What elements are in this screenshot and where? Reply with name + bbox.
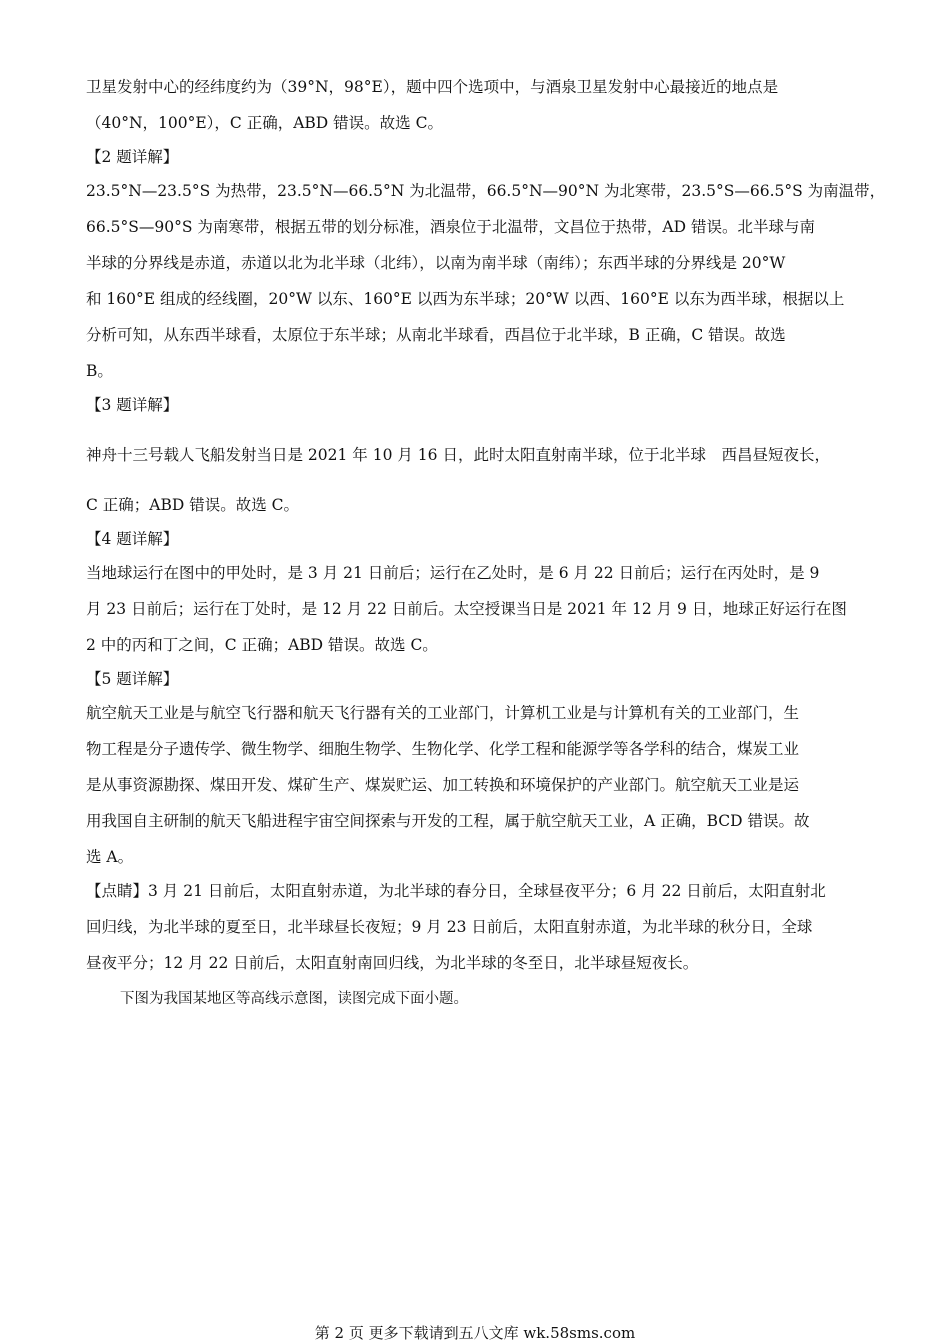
text-line: 选 A。 [86,848,134,866]
key-point-line: 【点睛】3 月 21 日前后，太阳直射赤道，为北半球的春分日，全球昼夜平分；6 月 22 日前后，太阳直射北 [86,882,826,900]
text-line: 用我国自主研制的航天飞船进程宇宙空间探索与开发的工程，属于航空航天工业，A 正确，BCD 错误。故 [86,812,810,830]
text-line: 物工程是分子遗传学、微生物学、细胞生物学、生物化学、化学工程和能源学等各学科的结合，煤炭工业 [86,740,800,758]
text-line: 2 中的丙和丁之间，C 正确；ABD 错误。故选 C。 [86,636,438,654]
text-line: B。 [86,362,113,380]
text-line: 月 23 日前后；运行在丁处时，是 12 月 22 日前后。太空授课当日是 2021 年 12 月 9 日，地球正好运行在图 [86,600,847,618]
text-line: （40°N，100°E），C 正确，ABD 错误。故选 C。 [86,114,443,132]
text-line: 航空航天工业是与航空飞行器和航天飞行器有关的工业部门，计算机工业是与计算机有关的工业部门，生 [86,704,800,722]
text-line: 分析可知，从东西半球看，太原位于东半球；从南北半球看，西昌位于北半球，B 正确，C 错误。故选 [86,326,786,344]
text-line: 是从事资源勘探、煤田开发、煤矿生产、煤炭贮运、加工转换和环境保护的产业部门。航空航天工业是运 [86,776,800,794]
answer-explanation-text [86,76,886,1024]
page-footer: 第 2 页 更多下载请到五八文库 wk.58sms.com [314,1324,636,1342]
question-intro-line: 下图为我国某地区等高线示意图，读图完成下面小题。 [120,991,468,1007]
text-line: 23.5°N—23.5°S 为热带，23.5°N—66.5°N 为北温带，66.5°N—90°N 为北寒带，23.5°S—66.5°S 为南温带， [86,182,886,200]
text-line: 半球的分界线是赤道，赤道以北为北半球（北纬），以南为南半球（南纬）；东西半球的分界线是 20°W [86,254,786,272]
text-line: 当地球运行在图中的甲处时，是 3 月 21 日前后；运行在乙处时，是 6 月 22 日前后；运行在丙处时，是 9 [86,564,820,582]
section-heading-2: 【2 题详解】 [86,148,179,166]
text-line: 和 160°E 组成的经线圈，20°W 以东、160°E 以西为东半球；20°W 以西、160°E 以东为西半球，根据以上 [86,290,845,308]
text-line: 卫星发射中心的经纬度约为（39°N，98°E），题中四个选项中，与酒泉卫星发射中心最接近的地点是 [86,78,779,96]
text-line: 66.5°S—90°S 为南寒带，根据五带的划分标准，酒泉位于北温带，文昌位于热带，AD 错误。北半球与南 [86,218,815,236]
text-line: 神舟十三号载人飞船发射当日是 2021 年 10 月 16 日，此时太阳直射南半球，位于北半球 西昌昼短夜长， [86,446,830,464]
key-point-line: 昼夜平分；12 月 22 日前后，太阳直射南回归线，为北半球的冬至日，北半球昼短夜长。 [86,954,699,972]
section-heading-3: 【3 题详解】 [86,396,179,414]
text-line: C 正确；ABD 错误。故选 C。 [86,496,300,514]
section-heading-4: 【4 题详解】 [86,530,179,548]
key-point-line: 回归线，为北半球的夏至日，北半球昼长夜短；9 月 23 日前后，太阳直射赤道，为北半球的秋分日，全球 [86,918,813,936]
section-heading-5: 【5 题详解】 [86,670,179,688]
